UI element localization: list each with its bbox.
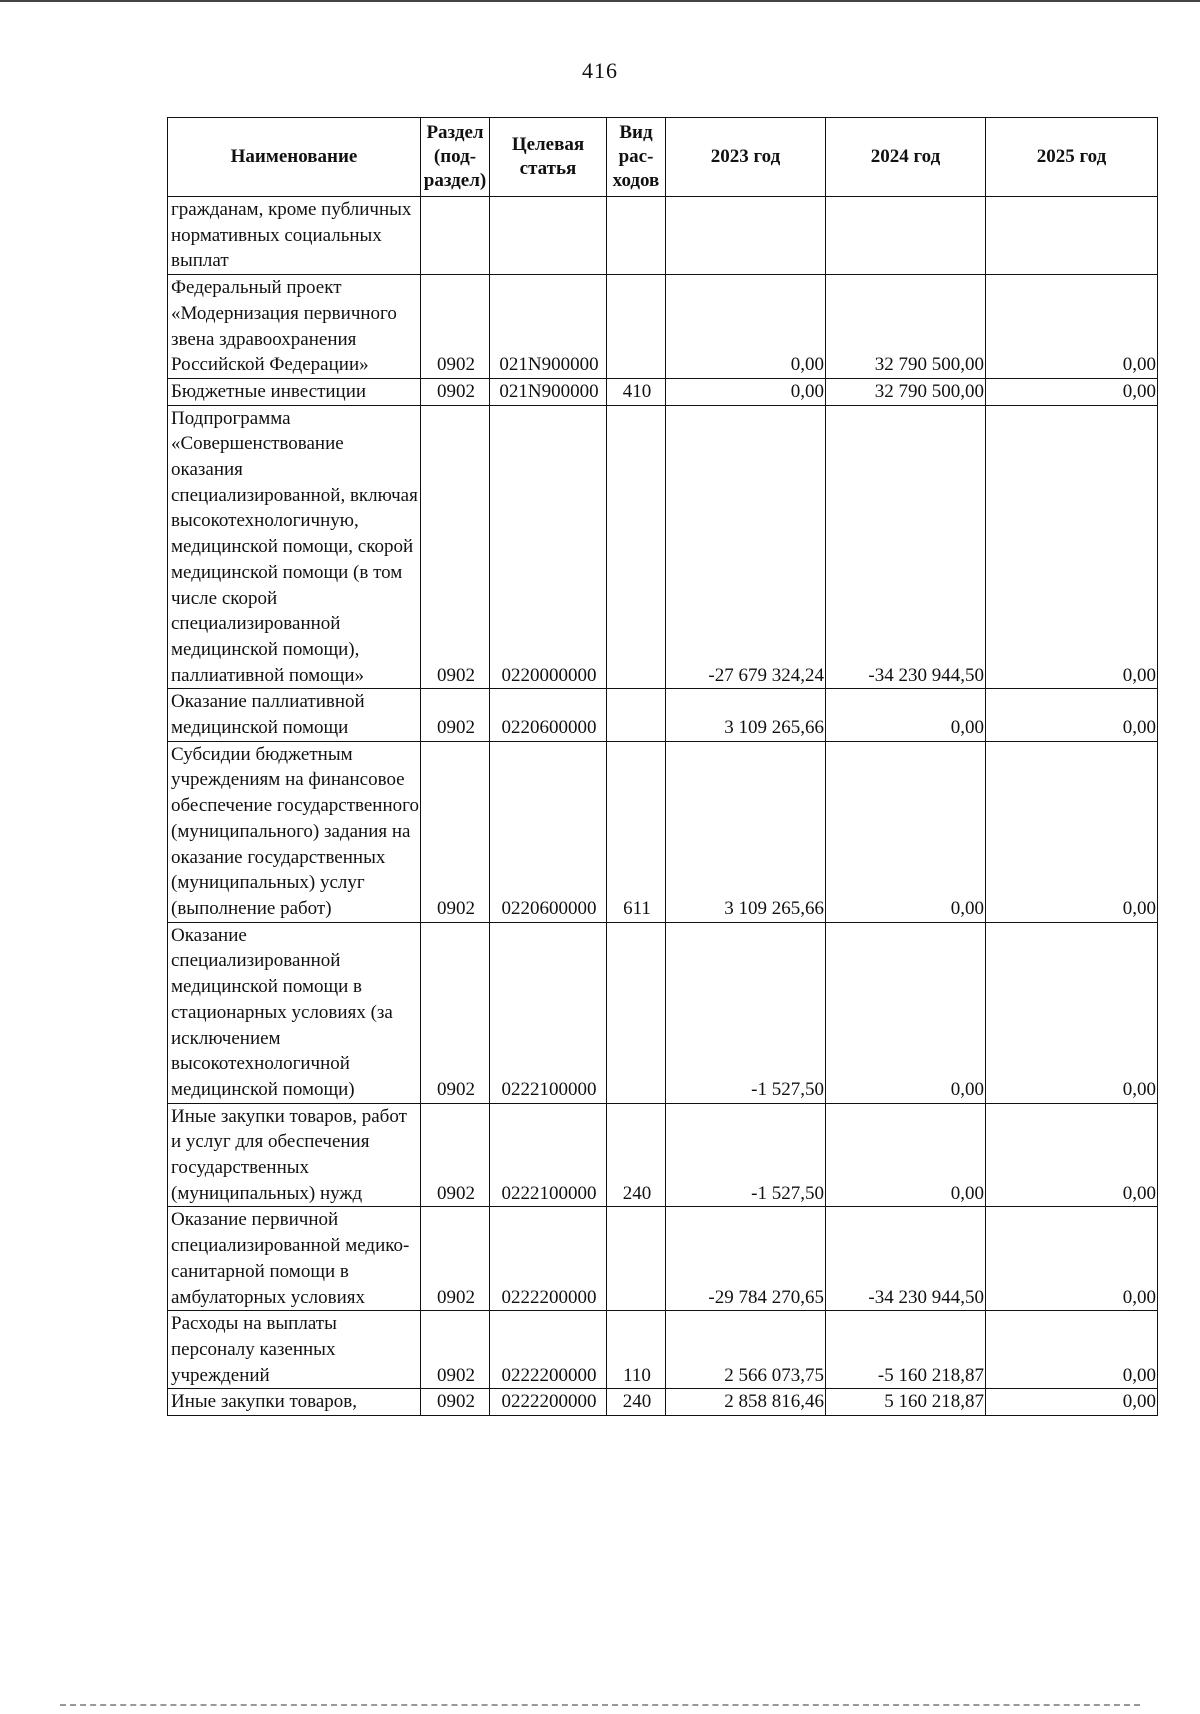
row-2024: 0,00 [826, 689, 986, 741]
table-row [168, 922, 1158, 1103]
row-2024: -5 160 218,87 [826, 1311, 986, 1389]
row-2025: 0,00 [986, 922, 1158, 1103]
table-row [168, 1207, 1158, 1311]
row-name: Оказание паллиативной медицинской помощи [168, 689, 421, 741]
table-row [168, 275, 1158, 379]
table-header [168, 118, 1158, 197]
header-row [168, 118, 1158, 197]
table-row [168, 405, 1158, 689]
row-vid [607, 275, 666, 379]
row-vid: 240 [607, 1103, 666, 1207]
table-row [168, 378, 1158, 405]
row-2023: 2 566 073,75 [666, 1311, 826, 1389]
table-row [168, 689, 1158, 741]
row-celevaya: 0222100000 [490, 922, 607, 1103]
row-razdel: 0902 [421, 1311, 490, 1389]
row-2024: -34 230 944,50 [826, 1207, 986, 1311]
row-2025: 0,00 [986, 405, 1158, 689]
row-2023: 0,00 [666, 275, 826, 379]
row-2025: 0,00 [986, 1311, 1158, 1389]
row-2023 [666, 197, 826, 275]
row-2024: 0,00 [826, 922, 986, 1103]
row-name: Расходы на выплаты персоналу казенных учреждений [168, 1311, 421, 1389]
row-vid: 110 [607, 1311, 666, 1389]
row-celevaya: 0222200000 [490, 1207, 607, 1311]
row-2025: 0,00 [986, 1103, 1158, 1207]
row-2024: 32 790 500,00 [826, 378, 986, 405]
row-razdel: 0902 [421, 689, 490, 741]
header-2025: 2025 год [986, 118, 1158, 197]
row-celevaya [490, 197, 607, 275]
row-2025: 0,00 [986, 275, 1158, 379]
row-2023: -1 527,50 [666, 922, 826, 1103]
header-name: Наименование [168, 118, 421, 197]
row-2024: -34 230 944,50 [826, 405, 986, 689]
scan-edge-bottom [60, 1704, 1140, 1706]
row-vid: 611 [607, 741, 666, 922]
row-2025: 0,00 [986, 741, 1158, 922]
row-name: Иные закупки товаров, работ и услуг для обеспечения государственных (муниципальных) нужд [168, 1103, 421, 1207]
row-celevaya: 0220000000 [490, 405, 607, 689]
row-2023: 2 858 816,46 [666, 1389, 826, 1416]
row-razdel: 0902 [421, 1103, 490, 1207]
row-2024 [826, 197, 986, 275]
row-vid: 410 [607, 378, 666, 405]
row-name: Оказание специализированной медицинской помощи в стационарных условиях (за исключением высокотехнологичной медицинской помощи) [168, 922, 421, 1103]
row-name: Подпрограмма «Совершенствование оказания специализированной, включая высокотехнологичную, медицинской помощи, скорой медицинской помощи (в том числе скорой специализированной медицинской помощи), паллиативной помощи» [168, 405, 421, 689]
table-row [168, 741, 1158, 922]
header-2024: 2024 год [826, 118, 986, 197]
row-razdel: 0902 [421, 1389, 490, 1416]
row-name: Субсидии бюджетным учреждениям на финансовое обеспечение государственного (муниципального) задания на оказание государственных (муниципальных) услуг (выполнение работ) [168, 741, 421, 922]
row-celevaya: 0220600000 [490, 689, 607, 741]
row-celevaya: 0222200000 [490, 1311, 607, 1389]
row-vid [607, 922, 666, 1103]
table-row [168, 1389, 1158, 1416]
row-name: Оказание первичной специализированной медико-санитарной помощи в амбулаторных условиях [168, 1207, 421, 1311]
row-celevaya: 0222200000 [490, 1389, 607, 1416]
row-celevaya: 021N900000 [490, 275, 607, 379]
row-name: Иные закупки товаров, [168, 1389, 421, 1416]
table-row [168, 197, 1158, 275]
row-2023: -27 679 324,24 [666, 405, 826, 689]
header-celevaya: Целевая статья [490, 118, 607, 197]
row-razdel: 0902 [421, 405, 490, 689]
row-2024: 32 790 500,00 [826, 275, 986, 379]
row-2023: 3 109 265,66 [666, 741, 826, 922]
row-name: Бюджетные инвестиции [168, 378, 421, 405]
row-vid [607, 1207, 666, 1311]
row-celevaya: 0222100000 [490, 1103, 607, 1207]
page-number: 416 [582, 58, 618, 83]
row-2023: 0,00 [666, 378, 826, 405]
row-2025: 0,00 [986, 378, 1158, 405]
row-2023: 3 109 265,66 [666, 689, 826, 741]
row-vid [607, 689, 666, 741]
row-vid [607, 405, 666, 689]
row-2024: 5 160 218,87 [826, 1389, 986, 1416]
budget-table [167, 117, 1158, 1416]
header-2023: 2023 год [666, 118, 826, 197]
row-celevaya: 021N900000 [490, 378, 607, 405]
row-2023: -29 784 270,65 [666, 1207, 826, 1311]
header-vid: Вид рас-ходов [607, 118, 666, 197]
table-row [168, 1311, 1158, 1389]
scan-edge-top [0, 0, 1200, 5]
row-name: гражданам, кроме публичных нормативных социальных выплат [168, 197, 421, 275]
row-razdel: 0902 [421, 1207, 490, 1311]
row-razdel: 0902 [421, 275, 490, 379]
row-razdel: 0902 [421, 922, 490, 1103]
row-razdel: 0902 [421, 741, 490, 922]
table-row [168, 1103, 1158, 1207]
row-2023: -1 527,50 [666, 1103, 826, 1207]
row-2025: 0,00 [986, 689, 1158, 741]
row-2024: 0,00 [826, 1103, 986, 1207]
row-vid [607, 197, 666, 275]
row-2024: 0,00 [826, 741, 986, 922]
row-name: Федеральный проект «Модернизация первичного звена здравоохранения Российской Федерации» [168, 275, 421, 379]
row-razdel: 0902 [421, 378, 490, 405]
row-2025: 0,00 [986, 1207, 1158, 1311]
row-celevaya: 0220600000 [490, 741, 607, 922]
row-razdel [421, 197, 490, 275]
row-2025: 0,00 [986, 1389, 1158, 1416]
table-body [168, 197, 1158, 1416]
header-razdel: Раздел (под-раздел) [421, 118, 490, 197]
row-2025 [986, 197, 1158, 275]
row-vid: 240 [607, 1389, 666, 1416]
